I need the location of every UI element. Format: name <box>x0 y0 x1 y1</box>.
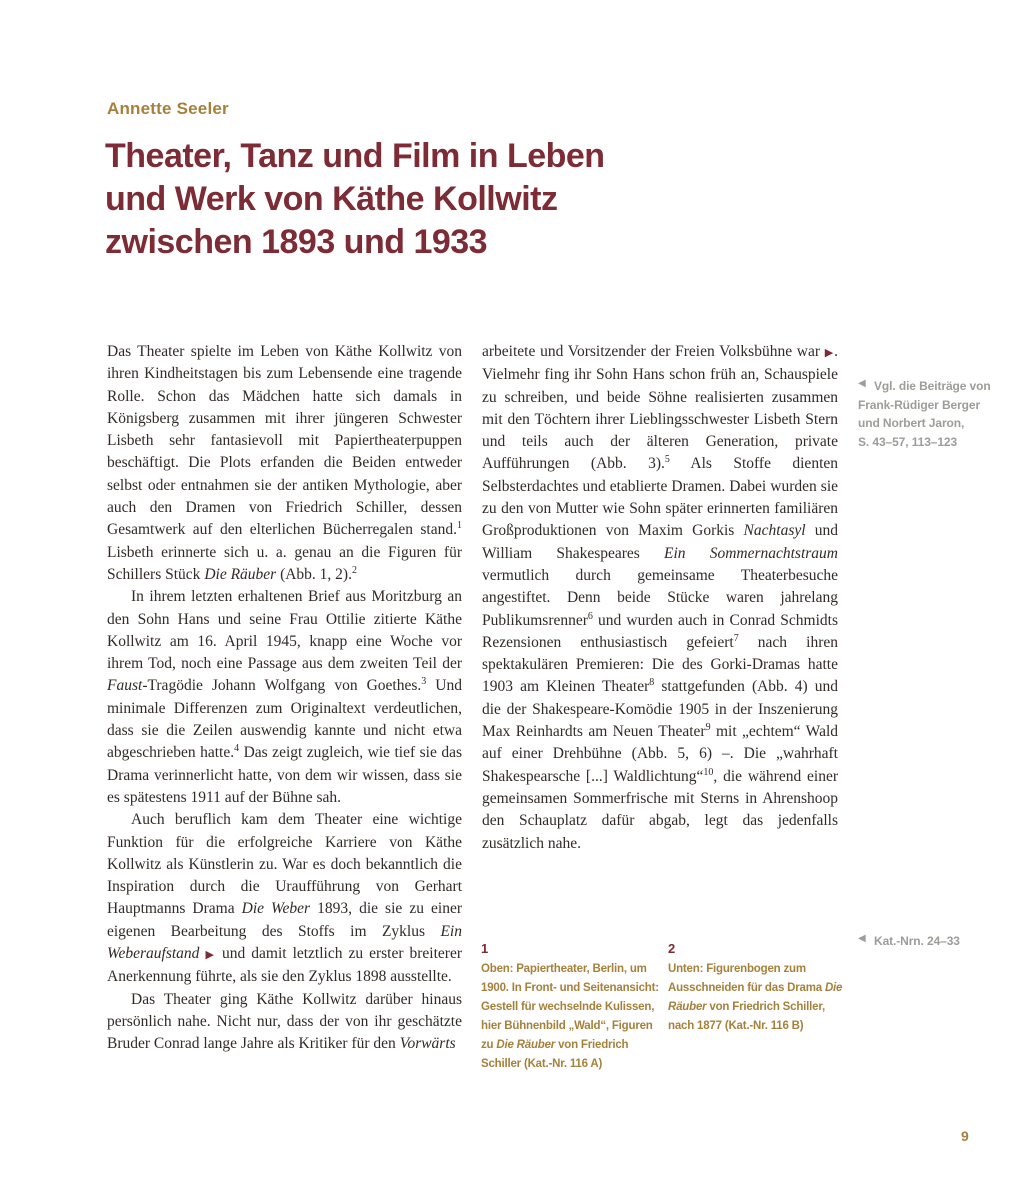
text-column-left <box>107 341 462 1056</box>
margin-note-catalog <box>858 932 998 951</box>
paragraph-1: Das Theater spielte im Leben von Käthe Kollwitz von ihren Kindheitstagen bis zum Lebensende eine tragende Rolle. Schon das Mädchen hatte sich damals in Königsberg zusammen mit ihrer jüngeren Schwester Lisbeth sehr fantasievoll mit Papiertheaterpuppen beschäftigt. Die Plots erfanden die Beiden entweder selbst oder entnahmen sie der antiken Mythologie, aber auch den Dramen von Friedrich Schiller, dessen Gesamtwerk auf den elterlichen Bücherregalen stand.$^1$ Lisbeth erinnerte sich u. a. genau an die Figuren für Schillers Stück Die Räuber (Abb. 1, 2).$^2$ <box>107 343 462 583</box>
margin-note-text: Kat.-Nrn. 24–33 <box>874 934 960 948</box>
margin-note-text: Vgl. die Beiträge von Frank-Rüdiger Berger und Norbert Jaron, S. 43–57, 113–123 <box>858 379 991 449</box>
title-line-3: zwischen 1893 und 1933 <box>105 223 488 261</box>
page-number: 9 <box>961 1128 969 1144</box>
author-name: Annette Seeler <box>107 99 229 118</box>
figure-caption-1 <box>481 941 659 1074</box>
ref-arrow-left-icon: ◀ <box>858 378 866 389</box>
paragraph-3: Auch beruflich kam dem Theater eine wichtige Funktion für die erfolgreiche Karriere von Käthe Kollwitz als Künstlerin zu. War es doch bekanntlich die Inspiration durch die Uraufführung von Gerhart Hauptmanns Drama Die Weber 1893, die sie zu einer eigenen Bearbeitung des Stoffs im Zyklus Ein Weberaufstand ▶ und damit letztlich zu erster breiterer Anerkennung führte, als sie den Zyklus 1898 ausstellte. <box>107 811 463 986</box>
paragraph-4: Das Theater ging Käthe Kollwitz darüber hinaus persönlich nahe. Nicht nur, dass der von ihr geschätzte Bruder Conrad lange Jahre als Kritiker für den Vorwärts <box>107 990 462 1053</box>
title-line-1: Theater, Tanz und Film in Leben <box>105 137 605 175</box>
text-column-right <box>482 341 838 855</box>
paragraph-2: In ihrem letzten erhaltenen Brief aus Moritzburg an den Sohn Hans und seine Frau Ottilie zitierte Käthe Kollwitz am 16. April 1945, knapp eine Woche vor ihrem Tod, noch eine Passage aus dem zweiten Teil der Faust-Tragödie Johann Wolfgang von Goethes.$^3$ Und minimale Differenzen zum Originaltext verdeutlichen, dass sie die Zeilen auswendig kannte und nicht etwa abgeschrieben hatte.$^4$ Das zeigt zugleich, wie tief sie das Drama verinnerlicht hatte, von dem wir wissen, dass sie es spätestens 1911 auf der Bühne sah. <box>107 588 462 806</box>
margin-note-references <box>858 377 998 451</box>
ref-arrow-right-icon: ▶ <box>824 346 835 359</box>
caption-text-2: Unten: Figurenbogen zum Ausschneiden für das Drama Die Räuber von Friedrich Schiller, nach 1877 (Kat.-Nr. 116 B) <box>668 963 843 1032</box>
paragraph-5: arbeitete und Vorsitzender der Freien Volksbühne war ▶. Vielmehr fing ihr Sohn Hans schon früh an, Schauspiele zu schreiben, und beide Söhne realisierten zusammen mit den Töchtern ihrer Lieblingsschwester Lisbeth Stern und teils auch der älteren Generation, private Aufführungen (Abb. 3).$^5$ Als Stoffe dienten Selbsterdachtes und etablierte Dramen. Dabei wurden sie zu den von Mutter wie Sohn später erinnerten familiären Großproduktionen von Maxim Gorkis Nachtasyl und William Shakespeares Ein Sommernachtstraum vermutlich durch gemeinsame Theaterbesuche angestiftet. Denn beide Stücke waren jahrelang Publikumsrenner$^6$ und wurden auch in Conrad Schmidts Rezensionen enthusiastisch gefeiert$^7$ nach ihren spektakulären Premieren: Die des Gorki-Dramas hatte 1903 am Kleinen Theater$^8$ stattgefunden (Abb. 4) und die der Shakespeare-Komödie 1905 in der Inszenierung Max Reinhardts am Neuen Theater$^9$ mit „echtem“ Wald auf einer Drehbühne (Abb. 5, 6) –. Die „wahrhaft Shakespearsche [...] Waldlichtung“$^{10}$, die während einer gemeinsamen Sommerfrische mit Sterns in Ahrenshoop den Schauplatz dafür abgab, legt das jedenfalls zusätzlich nahe. <box>482 343 839 852</box>
figure-caption-2 <box>668 941 846 1036</box>
caption-number-1: 1 <box>481 941 489 956</box>
caption-number-2: 2 <box>668 941 676 956</box>
title-line-2: und Werk von Käthe Kollwitz <box>105 180 558 218</box>
ref-arrow-right-icon: ▶ <box>205 948 217 962</box>
article-title <box>105 135 605 264</box>
ref-arrow-left-icon: ◀ <box>858 933 866 944</box>
caption-text-1: Oben: Papiertheater, Berlin, um 1900. In Front- und Seitenansicht: Gestell für wechselnde Kulissen, hier Bühnenbild „Wald“, Figuren zu Die Räuber von Friedrich Schiller (Kat.-Nr. 116 A) <box>481 963 659 1070</box>
